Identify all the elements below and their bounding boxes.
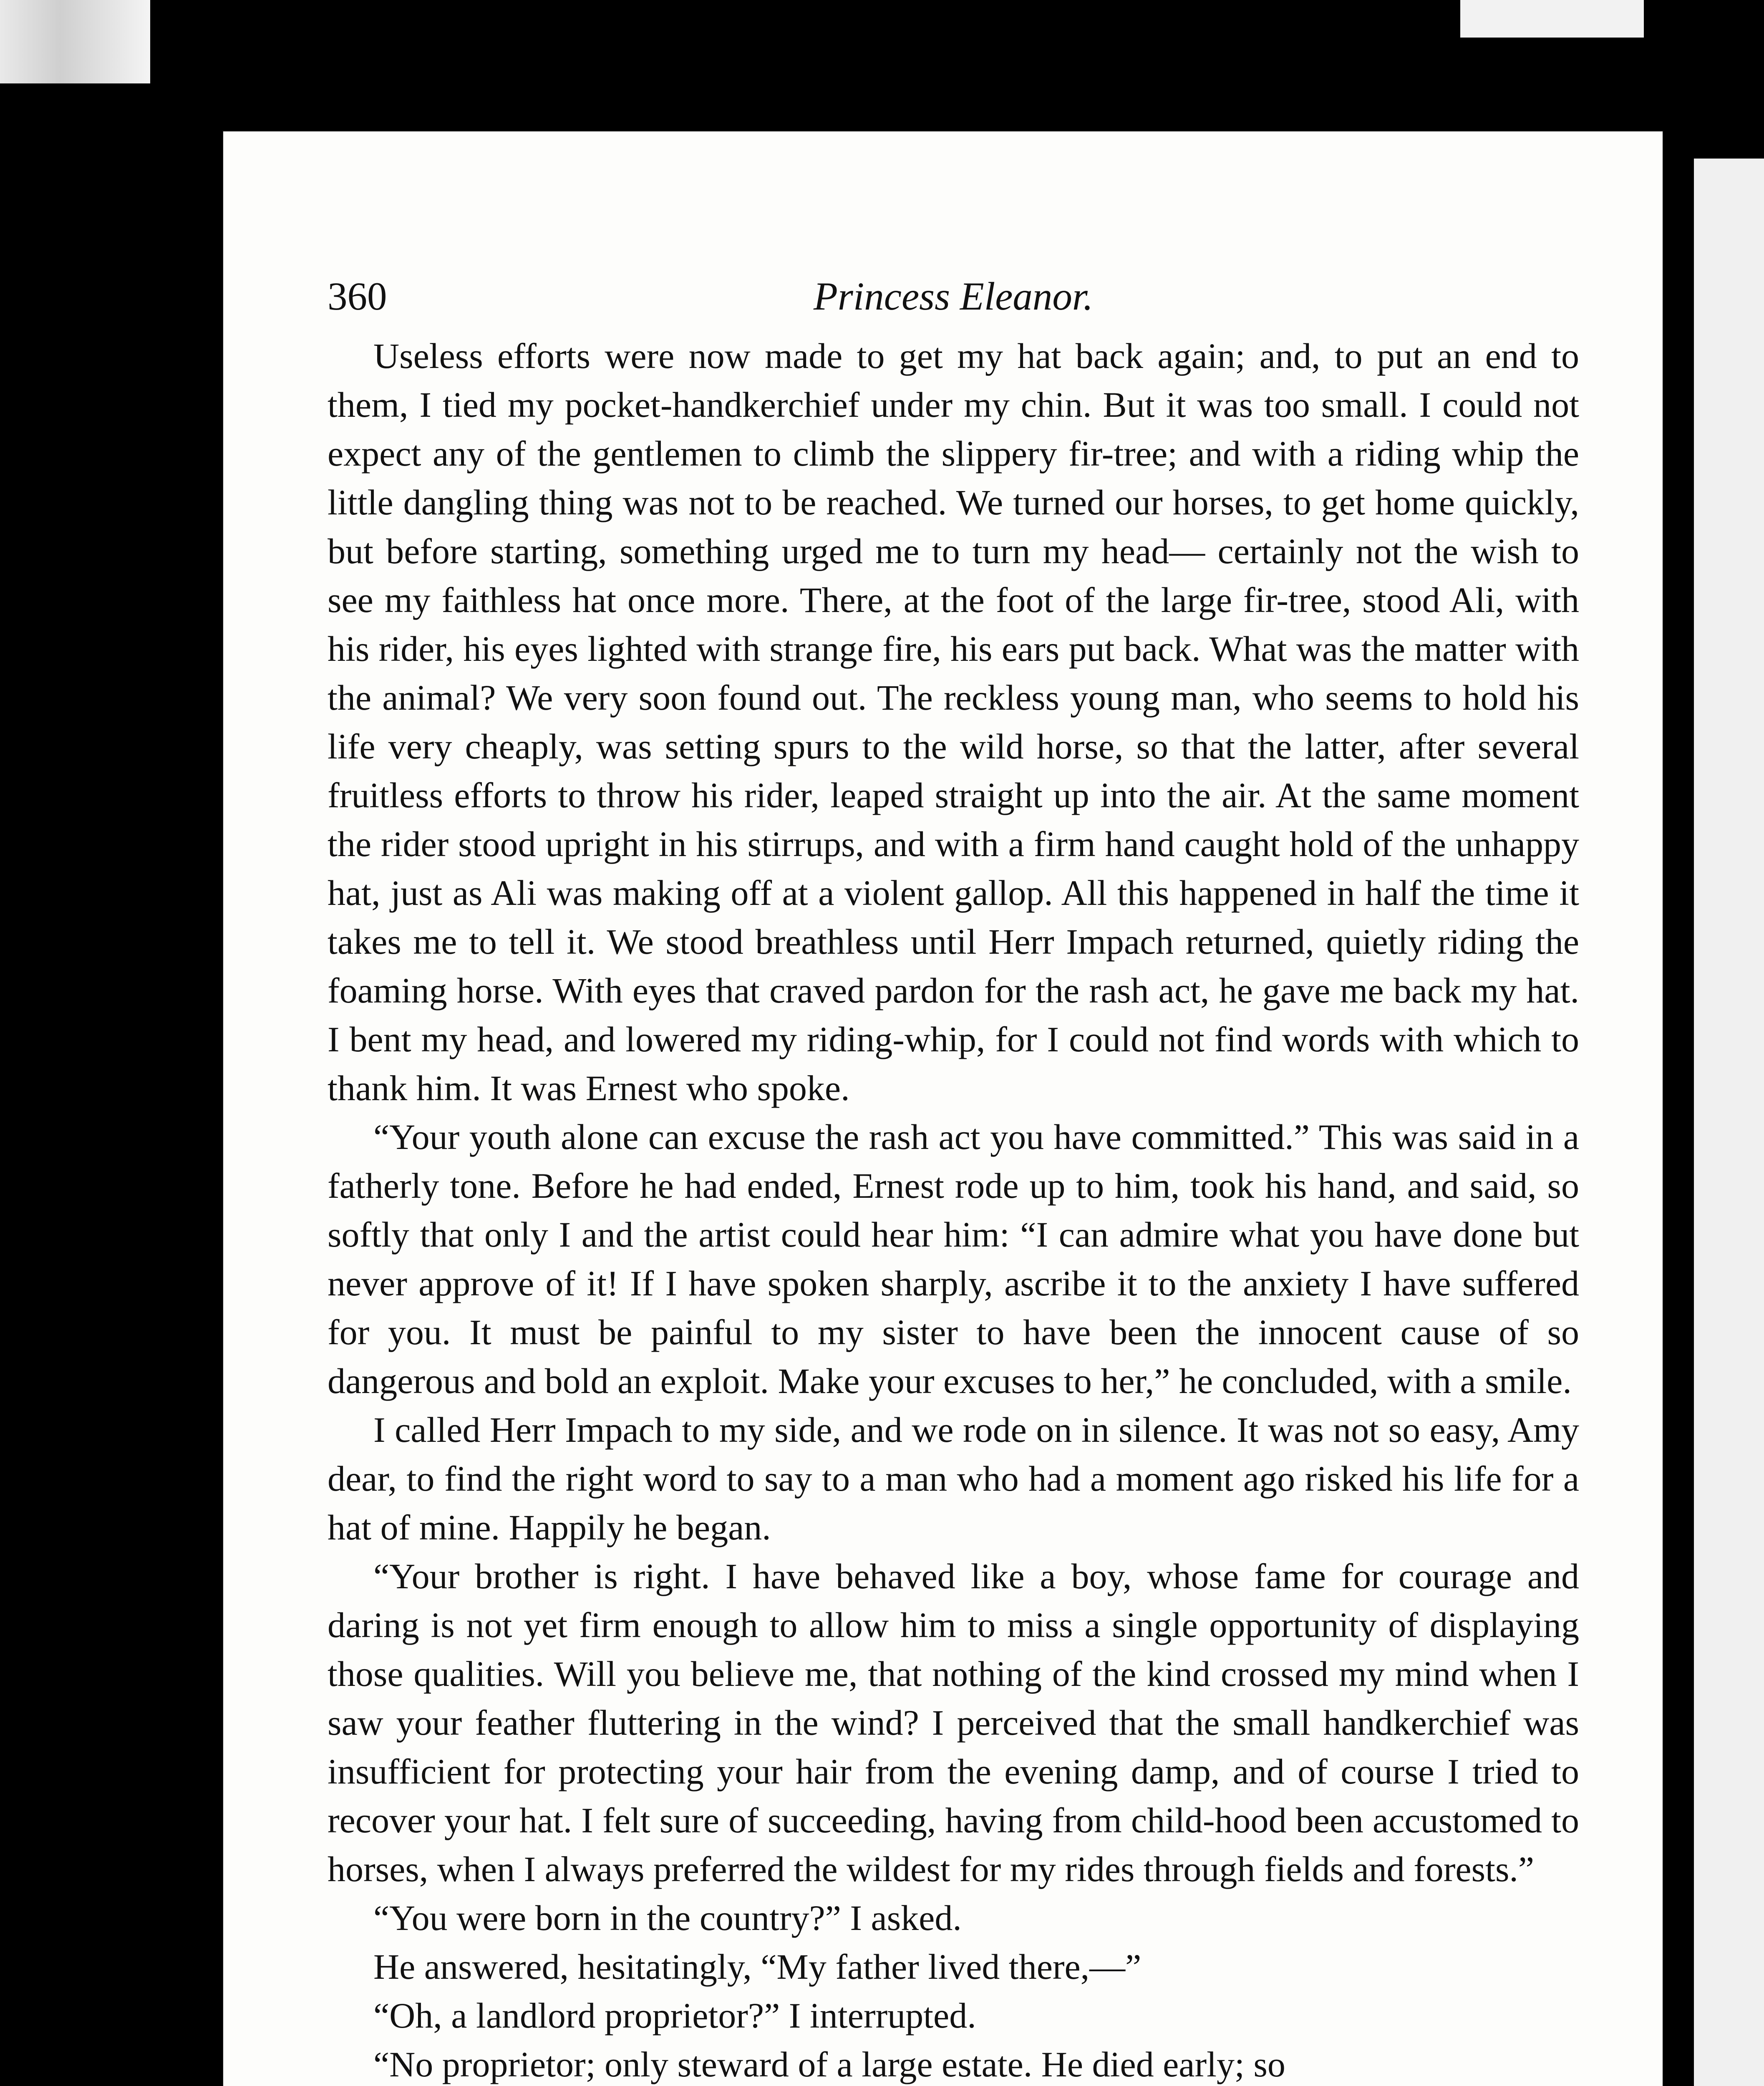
adjacent-page-edge (0, 0, 150, 83)
paragraph: Useless efforts were now made to get my hat back again; and, to put an end to them, I tied my pocket-handkerchief under my chin. But it was too small. I could not expect any of the gentlemen to climb the slippery fir-tree; and with a riding whip the little dangling thing was not to be reached. We turned our horses, to get home quickly, but before starting, something urged me to turn my head— certainly not the wish to see my faithless hat once more. There, at the foot of the large fir-tree, stood Ali, with his rider, his eyes lighted with strange fire, his ears put back. What was the matter with the animal? We very soon found out. The reckless young man, who seems to hold his life very cheaply, was setting spurs to the wild horse, so that the latter, after several fruitless efforts to throw his rider, leaped straight up into the air. At the same moment the rider stood upright in his stirrups, and with a firm hand caught hold of the unhappy hat, just as Ali was making off at a violent gallop. All this happened in half the time it takes me to tell it. We stood breathless until Herr Impach returned, quietly riding the foaming horse. With eyes that craved pardon for the rash act, he gave me back my hat. I bent my head, and lowered my riding-whip, for I could not find words with which to thank him. It was Ernest who spoke. (328, 336, 1579, 1108)
paragraph: “Your youth alone can excuse the rash act you have committed.” This was said in a fatherly tone. Before he had ended, Ernest rode up to him, took his hand, and said, so softly that only I and the artist could hear him: “I can admire what you have done but never approve of it! If I have spoken sharply, ascribe it to the anxiety I have suffered for you. It must be painful to my sister to have been the innocent cause of so dangerous and bold an exploit. Make your excuses to her,” he concluded, with a smile. (328, 1117, 1579, 1401)
paragraph: “Oh, a landlord proprietor?” I interrupted. (373, 1995, 976, 2036)
page-header (328, 261, 1579, 332)
page-number: 360 (328, 274, 387, 318)
paragraph: He answered, hesitatingly, “My father lived there,—” (373, 1947, 1142, 1987)
page-content (328, 261, 1579, 2086)
paragraph: I called Herr Impach to my side, and we rode on in silence. It was not so easy, Amy dear, to find the right word to say to a man who had a moment ago risked his life for a hat of mine. Happily he began. (328, 1410, 1579, 1547)
book-page (223, 131, 1663, 2086)
page-edge-right (1694, 159, 1764, 2086)
adjacent-page-edge-right (1460, 0, 1644, 38)
body-text (328, 332, 1579, 2086)
paragraph: “You were born in the country?” I asked. (373, 1898, 962, 1938)
running-title: Princess Eleanor. (813, 274, 1094, 318)
paragraph: “Your brother is right. I have behaved like a boy, whose fame for courage and daring is not yet firm enough to allow him to miss a single opportunity of displaying those qualities. Will you believe me, that nothing of the kind crossed my mind when I saw your feather fluttering in the wind? I perceived that the small handkerchief was insufficient for protecting your hair from the evening damp, and of course I tried to recover your hat. I felt sure of succeeding, having from child-hood been accustomed to horses, when I always preferred the wildest for my rides through fields and forests.” (328, 1556, 1579, 1889)
paragraph: “No proprietor; only steward of a large estate. He died early; so (373, 2044, 1285, 2084)
